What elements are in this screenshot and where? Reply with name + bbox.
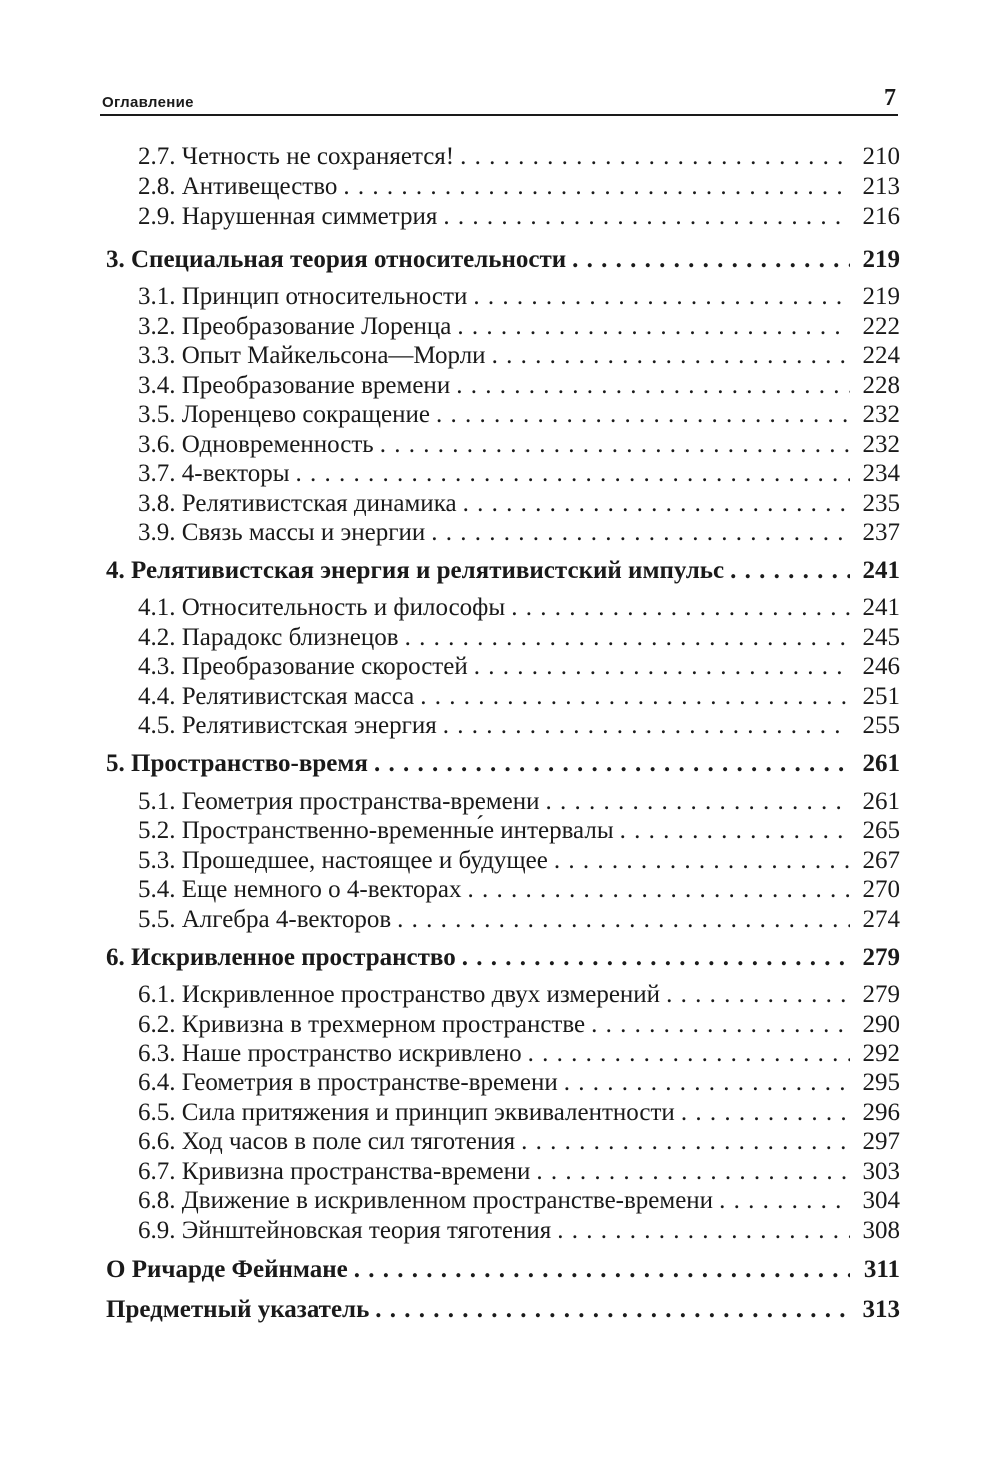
toc-page-number: 270: [862, 876, 900, 903]
dot-leader: [536, 1157, 850, 1187]
toc-page-number: 232: [862, 401, 900, 428]
dot-leader: [374, 749, 850, 779]
toc-entry-number: 5.1.: [138, 788, 182, 815]
toc-entry-text: Геометрия в пространстве-времени: [181, 1069, 558, 1096]
toc-entry-text: Относительность и философы: [181, 594, 506, 621]
toc-entry-text: Алгебра 4-векторов: [181, 906, 392, 933]
toc-page-number: 234: [862, 460, 900, 487]
toc-entry-text: Релятивистская динамика: [181, 490, 457, 517]
toc-section-entry: [138, 1098, 900, 1128]
toc-entry-text: Кривизна пространства-времени: [181, 1158, 531, 1185]
toc-entry-text: Принцип относительности: [181, 283, 468, 310]
toc-page-number: 303: [862, 1158, 900, 1185]
toc-section-entry: [138, 459, 900, 489]
toc-entry-title: [138, 711, 437, 741]
toc-section-entry: [138, 593, 900, 623]
toc-entry-title: [106, 943, 456, 973]
toc-chapter-entry: [106, 245, 900, 275]
toc-entry-title: [138, 875, 462, 905]
toc-page-number: 295: [862, 1069, 900, 1096]
toc-entry-title: [138, 905, 391, 935]
toc-entry-number: 3.3.: [138, 342, 182, 369]
dot-leader: [554, 846, 850, 876]
toc-section-entry: [138, 202, 900, 232]
dot-leader: [431, 518, 850, 548]
toc-entry-number: 4.: [106, 557, 131, 584]
toc-entry-text: Релятивистская энергия и релятивистский импульс: [131, 557, 725, 584]
toc-page-number: 292: [862, 1040, 900, 1067]
toc-entry-number: 2.7.: [138, 143, 182, 170]
running-title: Оглавление: [102, 94, 194, 111]
toc-section-entry: [138, 1039, 900, 1069]
toc-entry-text: Лоренцево сокращение: [181, 401, 430, 428]
toc-page-number: 304: [862, 1187, 900, 1214]
toc-page-number: 210: [862, 143, 900, 170]
toc-entry-number: 3.: [106, 246, 131, 273]
toc-page-number: 311: [863, 1256, 900, 1283]
toc-entry-number: 3.7.: [138, 460, 182, 487]
toc-entry-number: 5.3.: [138, 847, 182, 874]
toc-entry-title: [138, 652, 468, 682]
toc-page-number: 279: [862, 944, 900, 971]
toc-entry-title: [138, 846, 548, 876]
toc-page-number: 274: [862, 906, 900, 933]
toc-entry-number: 5.2.: [138, 817, 182, 844]
dot-leader: [380, 430, 850, 460]
toc-entry-text: Преобразование времени: [181, 372, 451, 399]
toc-entry-number: 3.6.: [138, 431, 182, 458]
toc-section-entry: [138, 1157, 900, 1187]
toc-entry-text: Эйнштейновская теория тяготения: [181, 1217, 552, 1244]
toc-page-number: 224: [862, 342, 900, 369]
toc-entry-text: Специальная теория относительности: [131, 246, 567, 273]
toc-entry-title: [138, 1157, 530, 1187]
toc-section-entry: [138, 1186, 900, 1216]
toc-entry-text: Антивещество: [181, 173, 338, 200]
dot-leader: [620, 816, 850, 846]
dot-leader: [436, 400, 850, 430]
toc-entry-number: 3.1.: [138, 283, 182, 310]
dot-leader: [473, 282, 850, 312]
dot-leader: [546, 787, 851, 817]
toc-page-number: 279: [862, 981, 900, 1008]
toc-entry-title: [138, 489, 457, 519]
toc-page-number: 313: [862, 1296, 900, 1323]
dot-leader: [420, 682, 850, 712]
toc-section-entry: [138, 787, 900, 817]
toc-page-number: 219: [862, 246, 900, 273]
dot-leader: [443, 202, 850, 232]
toc-entry-title: [138, 1216, 551, 1246]
toc-page-number: 228: [862, 372, 900, 399]
dot-leader: [521, 1127, 850, 1157]
toc-entry-number: 3.5.: [138, 401, 182, 428]
toc-page-number: 296: [862, 1099, 900, 1126]
toc-entry-number: 5.: [106, 750, 131, 777]
toc-section-entry: [138, 400, 900, 430]
toc-entry-title: [138, 371, 450, 401]
toc-entry-title: [106, 1295, 369, 1325]
toc-section-entry: [138, 142, 900, 172]
toc-entry-title: [106, 245, 566, 275]
toc-entry-number: 4.2.: [138, 624, 182, 651]
dot-leader: [557, 1216, 850, 1246]
toc-section-entry: [138, 875, 900, 905]
toc-page-number: 255: [862, 712, 900, 739]
dot-leader: [492, 341, 850, 371]
toc-entry-title: [138, 1010, 585, 1040]
toc-entry-title: [138, 593, 505, 623]
toc-entry-number: 2.8.: [138, 173, 182, 200]
toc-entry-text: Прошедшее, настоящее и будущее: [181, 847, 548, 874]
dot-leader: [463, 489, 850, 519]
toc-chapter-entry: [106, 556, 900, 586]
toc-section-entry: [138, 623, 900, 653]
toc-page-number: 222: [862, 313, 900, 340]
dot-leader: [511, 593, 850, 623]
toc-entry-title: [138, 459, 290, 489]
toc-entry-text: Релятивистская энергия: [181, 712, 437, 739]
toc-entry-number: 6.6.: [138, 1128, 182, 1155]
toc-entry-text: Парадокс близнецов: [181, 624, 399, 651]
dot-leader: [296, 459, 850, 489]
toc-entry-number: 5.5.: [138, 906, 182, 933]
toc-entry-text: Искривленное пространство двух измерений: [181, 981, 661, 1008]
toc-entry-number: 3.8.: [138, 490, 182, 517]
toc-entry-text: Пространство-время: [131, 750, 368, 777]
toc-section-entry: [138, 1068, 900, 1098]
toc-section-entry: [138, 341, 900, 371]
toc-entry-title: [138, 400, 430, 430]
toc-page-number: 261: [862, 750, 900, 777]
toc-entry-text: Преобразование Лоренца: [181, 313, 452, 340]
dot-leader: [405, 623, 850, 653]
dot-leader: [375, 1295, 850, 1325]
toc-entry-title: [138, 518, 425, 548]
dot-leader: [462, 943, 850, 973]
toc-section-entry: [138, 1127, 900, 1157]
dot-leader: [719, 1186, 850, 1216]
toc-page-number: 237: [862, 519, 900, 546]
toc-entry-title: [138, 282, 467, 312]
toc-section-entry: [138, 652, 900, 682]
dot-leader: [666, 980, 850, 1010]
toc-entry-number: 3.2.: [138, 313, 182, 340]
toc-entry-number: 2.9.: [138, 203, 182, 230]
dot-leader: [468, 875, 850, 905]
toc-section-entry: [138, 682, 900, 712]
dot-leader: [591, 1010, 850, 1040]
toc-entry-text: Предметный указатель: [106, 1296, 370, 1323]
toc-entry-title: [138, 980, 660, 1010]
toc-entry-title: [138, 1186, 713, 1216]
toc-entry-text: Преобразование скоростей: [181, 653, 468, 680]
toc-section-entry: [138, 489, 900, 519]
toc-entry-text: Релятивистская масса: [181, 683, 415, 710]
toc-section-entry: [138, 518, 900, 548]
toc-chapter-entry: [106, 1255, 900, 1285]
toc-entry-number: 6.8.: [138, 1187, 182, 1214]
toc-entry-text: О Ричарде Фейнмане: [106, 1256, 348, 1283]
dot-leader: [564, 1068, 850, 1098]
toc-section-entry: [138, 430, 900, 460]
toc-entry-number: 6.9.: [138, 1217, 182, 1244]
toc-entry-title: [138, 787, 540, 817]
toc-entry-text: Опыт Майкельсона—Морли: [181, 342, 486, 369]
toc-page-number: 235: [862, 490, 900, 517]
dot-leader: [528, 1039, 850, 1069]
toc-entry-title: [138, 172, 337, 202]
toc-section-entry: [138, 1216, 900, 1246]
toc-entry-text: Сила притяжения и принцип эквивалентности: [181, 1099, 675, 1126]
dot-leader: [474, 652, 850, 682]
toc-chapter-entry: [106, 943, 900, 973]
toc-entry-title: [138, 682, 414, 712]
toc-entry-title: [138, 816, 614, 846]
toc-chapter-entry: [106, 749, 900, 779]
toc-entry-text: Одновременность: [181, 431, 374, 458]
dot-leader: [456, 371, 850, 401]
toc-entry-number: 4.4.: [138, 683, 182, 710]
toc-page-number: 265: [862, 817, 900, 844]
toc-entry-text: Искривленное пространство: [131, 944, 456, 971]
dot-leader: [397, 905, 850, 935]
dot-leader: [572, 245, 850, 275]
toc-entry-text: Пространственно-временны́е интервалы: [181, 817, 614, 844]
toc-page-number: 232: [862, 431, 900, 458]
toc-entry-title: [138, 341, 486, 371]
toc-entry-number: 6.1.: [138, 981, 182, 1008]
toc-page-number: 241: [862, 594, 900, 621]
toc-entry-text: Ход часов в поле сил тяготения: [181, 1128, 516, 1155]
toc-entry-text: Геометрия пространства-времени: [181, 788, 540, 815]
toc-entry-title: [138, 1068, 558, 1098]
toc-entry-title: [138, 430, 374, 460]
toc-page-number: 308: [862, 1217, 900, 1244]
toc-entry-title: [106, 556, 724, 586]
toc-section-entry: [138, 1010, 900, 1040]
toc-page-number: 290: [862, 1011, 900, 1038]
toc-entry-number: 6.4.: [138, 1069, 182, 1096]
toc-entry-title: [106, 1255, 348, 1285]
toc-entry-title: [138, 1127, 515, 1157]
toc-page-number: 245: [862, 624, 900, 651]
dot-leader: [681, 1098, 850, 1128]
toc-entry-number: 6.2.: [138, 1011, 182, 1038]
toc-section-entry: [138, 371, 900, 401]
toc-page-number: 216: [862, 203, 900, 230]
toc-entry-number: 3.9.: [138, 519, 182, 546]
toc-page-number: 297: [862, 1128, 900, 1155]
toc-section-entry: [138, 816, 900, 846]
toc-section-entry: [138, 711, 900, 741]
toc-entry-number: 6.3.: [138, 1040, 182, 1067]
toc-entry-title: [138, 623, 399, 653]
toc-entry-number: 4.1.: [138, 594, 182, 621]
toc-entry-number: 6.7.: [138, 1158, 182, 1185]
toc-entry-title: [138, 312, 451, 342]
dot-leader: [354, 1255, 850, 1285]
toc-entry-text: 4-векторы: [181, 460, 290, 487]
dot-leader: [457, 312, 850, 342]
toc-entry-title: [138, 142, 454, 172]
toc-page-number: 241: [862, 557, 900, 584]
dot-leader: [343, 172, 850, 202]
toc-entry-number: 4.3.: [138, 653, 182, 680]
toc-page-number: 246: [862, 653, 900, 680]
toc-page-number: 251: [862, 683, 900, 710]
toc-page-number: 261: [862, 788, 900, 815]
dot-leader: [460, 142, 850, 172]
dot-leader: [443, 711, 850, 741]
toc-section-entry: [138, 905, 900, 935]
toc-page-number: 213: [862, 173, 900, 200]
toc-page-number: 219: [862, 283, 900, 310]
toc-entry-title: [138, 1098, 675, 1128]
toc-entry-title: [138, 1039, 522, 1069]
toc-entry-number: 5.4.: [138, 876, 182, 903]
toc-entry-text: Кривизна в трехмерном пространстве: [181, 1011, 586, 1038]
toc-entry-title: [106, 749, 368, 779]
toc-section-entry: [138, 282, 900, 312]
toc-entry-title: [138, 202, 437, 232]
toc-entry-text: Наше пространство искривлено: [181, 1040, 522, 1067]
page-number: 7: [884, 85, 896, 111]
toc-entry-text: Нарушенная симметрия: [181, 203, 438, 230]
toc-section-entry: [138, 172, 900, 202]
toc-entry-number: 4.5.: [138, 712, 182, 739]
toc-section-entry: [138, 846, 900, 876]
toc-page-number: 267: [862, 847, 900, 874]
toc-section-entry: [138, 980, 900, 1010]
toc-entry-number: 6.5.: [138, 1099, 182, 1126]
dot-leader: [730, 556, 850, 586]
toc-entry-number: 6.: [106, 944, 131, 971]
toc-chapter-entry: [106, 1295, 900, 1325]
toc-entry-text: Четность не сохраняется!: [181, 143, 455, 170]
toc-entry-text: Связь массы и энергии: [181, 519, 426, 546]
toc-entry-text: Движение в искривленном пространстве-времени: [181, 1187, 714, 1214]
toc-entry-text: Еще немного о 4-векторах: [181, 876, 462, 903]
toc-section-entry: [138, 312, 900, 342]
toc-entry-number: 3.4.: [138, 372, 182, 399]
